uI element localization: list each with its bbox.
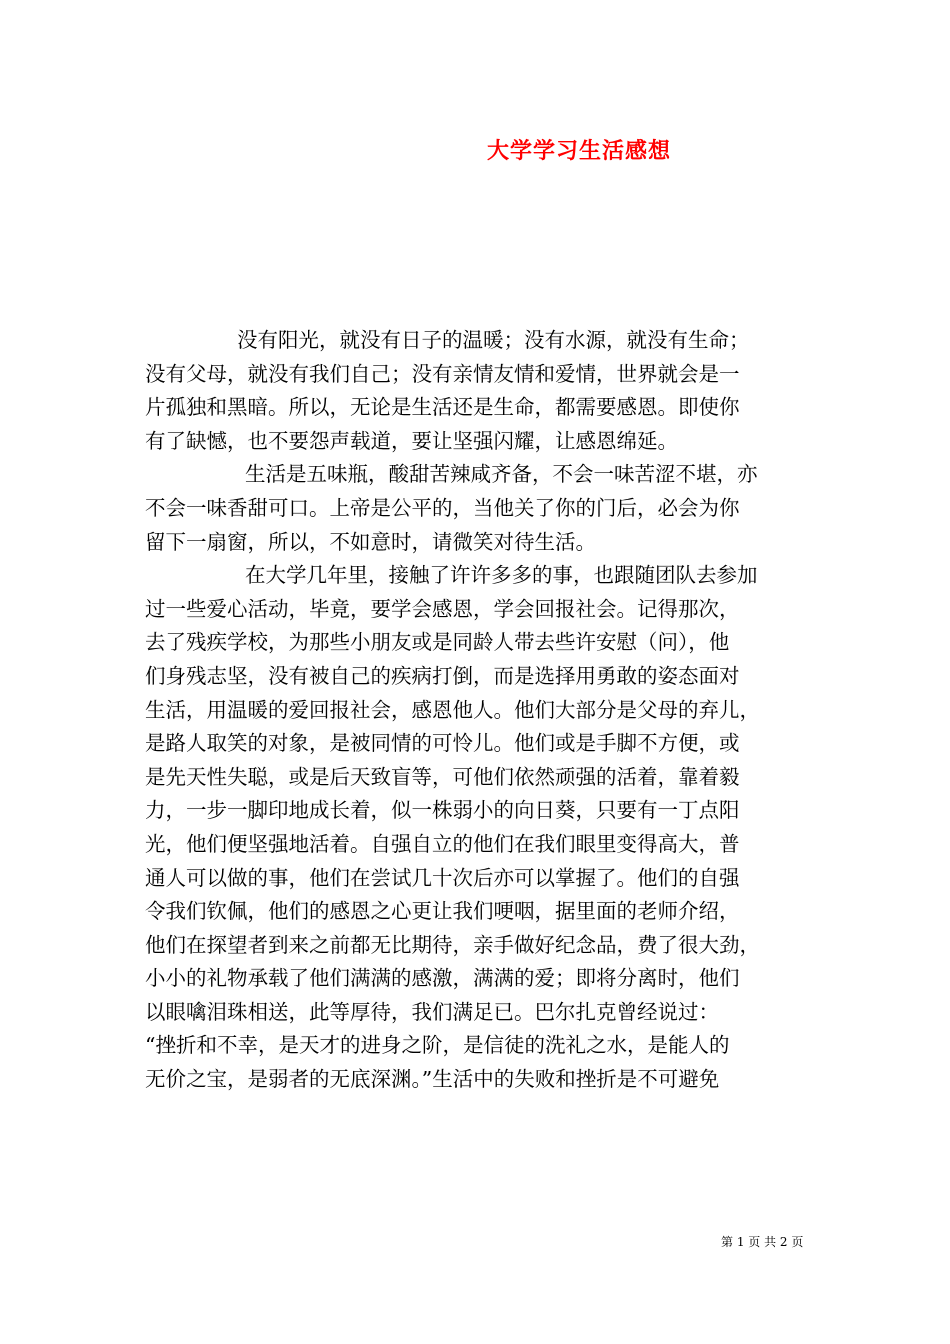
paragraph-2 [145,458,810,559]
text-line: 他们在探望者到来之前都无比期待，亲手做好纪念品，费了很大劲， [145,932,760,957]
text-line: 没有父母，就没有我们自己；没有亲情友情和爱情，世界就会是一 [145,361,740,386]
document-title: 大学学习生活感想 [487,138,672,164]
text-line: 无价之宝，是弱者的无底深渊。”生活中的失败和挫折是不可避免 [145,1067,720,1092]
text-line: 光，他们便坚强地活着。自强自立的他们在我们眼里变得高大，普 [145,831,740,856]
paragraph-1 [145,324,810,458]
text-line: 们身残志坚，没有被自己的疾病打倒，而是选择用勇敢的姿态面对 [145,663,740,688]
text-line: “挫折和不幸，是天才的进身之阶，是信徒的洗礼之水，是能人的 [145,1033,730,1058]
text-line: 去了残疾学校，为那些小朋友或是同龄人带去些许安慰（问），他 [145,630,730,655]
text-line: 留下一扇窗，所以，不如意时，请微笑对待生活。 [145,529,596,554]
text-line: 通人可以做的事，他们在尝试几十次后亦可以掌握了。他们的自强 [145,865,740,890]
page-footer: 第 1 页 共 2 页 [721,1235,804,1249]
text-line: 以眼噙泪珠相送，此等厚待，我们满足已。巴尔扎克曾经说过： [145,999,719,1024]
text-line: 在大学几年里，接触了许许多多的事，也跟随团队去参加 [245,563,758,588]
text-line: 有了缺憾，也不要怨声载道，要让坚强闪耀，让感恩绵延。 [145,428,678,453]
text-line: 生活，用温暖的爱回报社会，感恩他人。他们大部分是父母的弃儿， [145,697,760,722]
text-line: 是先天性失聪，或是后天致盲等，可他们依然顽强的活着，靠着毅 [145,764,740,789]
document-body [145,324,810,1097]
text-line: 生活是五味瓶，酸甜苦辣咸齐备，不会一味苦涩不堪，亦 [245,462,758,487]
text-line: 片孤独和黑暗。所以，无论是生活还是生命，都需要感恩。即使你 [145,395,740,420]
text-line: 不会一味香甜可口。上帝是公平的，当他关了你的门后，必会为你 [145,495,740,520]
text-line: 令我们钦佩，他们的感恩之心更让我们哽咽，据里面的老师介绍， [145,899,740,924]
text-line: 力，一步一脚印地成长着，似一株弱小的向日葵，只要有一丁点阳 [145,798,740,823]
paragraph-3 [145,559,810,1097]
text-line: 过一些爱心活动，毕竟，要学会感恩，学会回报社会。记得那次， [145,596,740,621]
text-line: 没有阳光，就没有日子的温暖；没有水源，就没有生命； [237,328,750,352]
text-line: 是路人取笑的对象，是被同情的可怜儿。他们或是手脚不方便，或 [145,731,740,756]
text-line: 小小的礼物承载了他们满满的感激，满满的爱；即将分离时，他们 [145,966,740,991]
